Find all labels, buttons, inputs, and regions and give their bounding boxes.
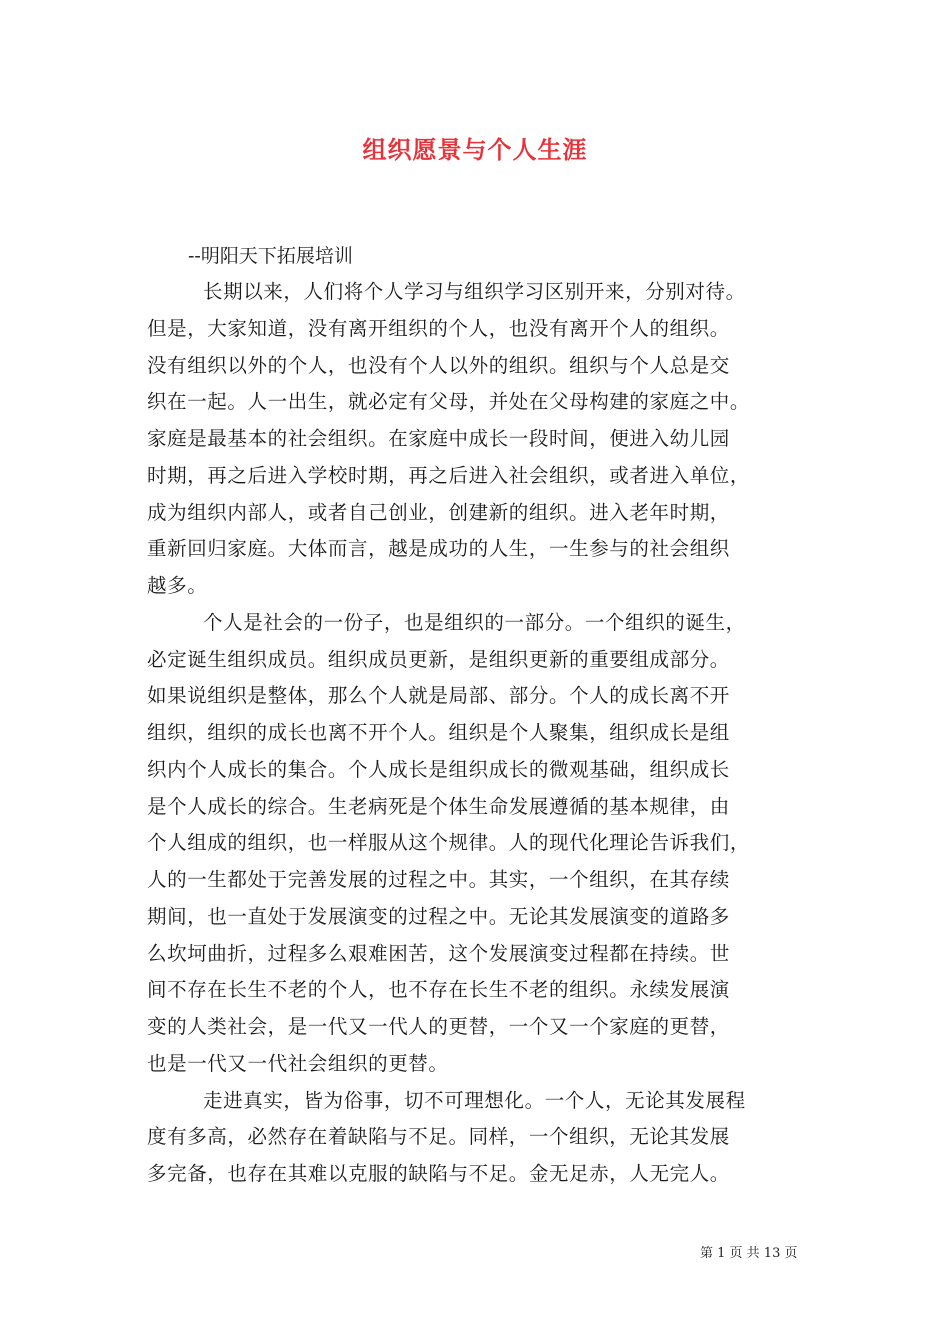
body-line: [147, 421, 827, 458]
document-title: 组织愿景与个人生涯: [362, 135, 588, 164]
body-line: [147, 789, 827, 826]
line-text: 个人是社会的一份子，也是组织的一部分。一个组织的诞生，: [203, 610, 746, 634]
line-text: 也是一代又一代社会组织的更替。: [147, 1051, 449, 1075]
body-line: [147, 972, 827, 1009]
body-line: [147, 1083, 827, 1120]
body-line: [147, 1009, 827, 1046]
line-text: 期间，也一直处于发展演变的过程之中。无论其发展演变的道路多: [147, 904, 730, 928]
body-line: [147, 1156, 827, 1193]
document-body: [147, 274, 827, 1193]
body-line: [147, 862, 827, 899]
body-line: [147, 899, 827, 936]
line-text: 重新回归家庭。大体而言，越是成功的人生，一生参与的社会组织: [147, 537, 730, 561]
body-line: [147, 458, 827, 495]
line-text: 人的一生都处于完善发展的过程之中。其实，一个组织，在其存续: [147, 868, 730, 891]
body-line: [147, 605, 827, 642]
document-subtitle: --明阳天下拓展培训: [188, 245, 353, 267]
line-text: 走进真实，皆为俗事，切不可理想化。一个人，无论其发展程: [203, 1088, 746, 1112]
body-line: [147, 678, 827, 715]
body-line: [147, 531, 827, 568]
body-line: [147, 311, 827, 348]
line-text: 越多。: [147, 574, 208, 597]
line-text: 必定诞生组织成员。组织成员更新，是组织更新的重要组成部分。: [147, 647, 730, 671]
body-line: [147, 936, 827, 973]
body-line: [147, 642, 827, 679]
line-text: 变的人类社会，是一代又一代人的更替，一个又一个家庭的更替，: [147, 1015, 730, 1038]
body-line: [147, 348, 827, 385]
line-text: 组织，组织的成长也离不开个人。组织是个人聚集，组织成长是组: [147, 721, 730, 744]
body-line: [147, 495, 827, 532]
page-number-footer: 第 1 页 共 13 页: [700, 1246, 798, 1261]
line-text: 家庭是最基本的社会组织。在家庭中成长一段时间，便进入幼儿园: [147, 427, 730, 450]
body-line: [147, 568, 827, 605]
line-text: 长期以来，人们将个人学习与组织学习区别开来，分别对待。: [203, 280, 746, 303]
body-line: [147, 274, 827, 311]
line-text: 没有组织以外的个人，也没有个人以外的组织。组织与个人总是交: [147, 353, 730, 377]
line-text: 如果说组织是整体，那么个人就是局部、部分。个人的成长离不开: [147, 684, 730, 708]
line-text: 多完备，也存在其难以克服的缺陷与不足。金无足赤，人无完人。: [147, 1162, 730, 1185]
line-text: 是个人成长的综合。生老病死是个体生命发展遵循的基本规律，由: [147, 794, 730, 818]
line-text: 间不存在长生不老的个人，也不存在长生不老的组织。永续发展演: [147, 978, 730, 1002]
body-line: [147, 1119, 827, 1156]
body-line: [147, 384, 827, 421]
line-text: 么坎坷曲折，过程多么艰难困苦，这个发展演变过程都在持续。世: [147, 941, 730, 965]
line-text: 时期，再之后进入学校时期，再之后进入社会组织，或者进入单位，: [147, 463, 751, 487]
line-text: 个人组成的组织，也一样服从这个规律。人的现代化理论告诉我们，: [147, 831, 751, 855]
body-line: [147, 752, 827, 789]
line-text: 度有多高，必然存在着缺陷与不足。同样，一个组织，无论其发展: [147, 1125, 730, 1149]
line-text: 织内个人成长的集合。个人成长是组织成长的微观基础，组织成长: [147, 757, 730, 781]
line-text: 但是，大家知道，没有离开组织的个人，也没有离开个人的组织。: [147, 316, 730, 340]
line-text: 织在一起。人一出生，就必定有父母，并处在父母构建的家庭之中。: [147, 390, 751, 414]
body-line: [147, 715, 827, 752]
body-line: [147, 1046, 827, 1083]
body-line: [147, 825, 827, 862]
line-text: 成为组织内部人，或者自己创业，创建新的组织。进入老年时期，: [147, 500, 730, 524]
